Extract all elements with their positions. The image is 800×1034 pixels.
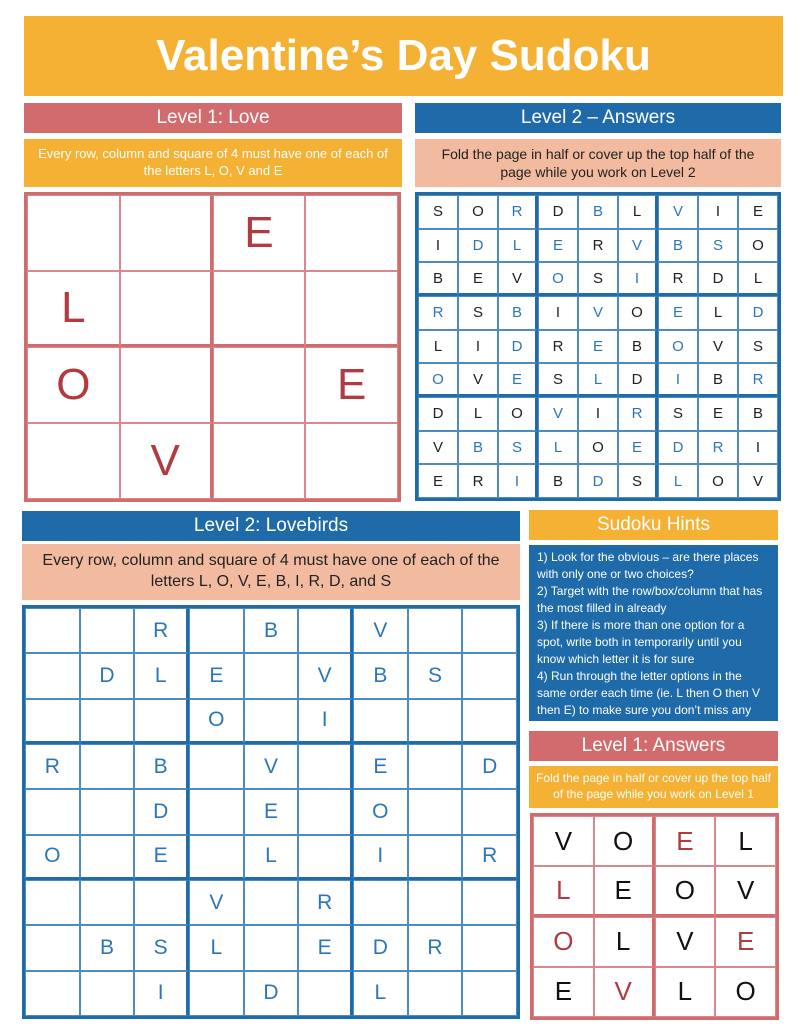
grid-cell: E: [533, 967, 594, 1017]
grid-cell: [25, 789, 80, 834]
grid-cell: E: [498, 363, 538, 397]
grid-cell: L: [533, 866, 594, 916]
grid-cell: [353, 880, 408, 925]
grid-cell: L: [134, 653, 189, 698]
grid-cell: [189, 971, 244, 1016]
grid-cell: [189, 835, 244, 880]
grid-cell: [462, 608, 517, 653]
grid-cell: [408, 971, 463, 1016]
grid-cell: S: [698, 229, 738, 263]
grid-cell: B: [458, 431, 498, 465]
grid-cell: R: [618, 397, 658, 431]
grid-cell: O: [189, 699, 244, 744]
grid-cell: [408, 699, 463, 744]
grid-cell: V: [698, 330, 738, 364]
grid-cell: [25, 880, 80, 925]
grid-cell: E: [134, 835, 189, 880]
grid-cell: S: [408, 653, 463, 698]
grid-cell: D: [80, 653, 135, 698]
level2-answers-header: Level 2 – Answers: [415, 103, 781, 133]
grid-cell: D: [134, 789, 189, 834]
grid-cell: D: [498, 330, 538, 364]
grid-cell: R: [538, 330, 578, 364]
grid-cell: [298, 744, 353, 789]
grid-cell: R: [738, 363, 778, 397]
grid-cell: [80, 699, 135, 744]
grid-cell: B: [498, 296, 538, 330]
grid-cell: [462, 925, 517, 970]
grid-cell: [298, 789, 353, 834]
grid-cell: [25, 653, 80, 698]
grid-cell: B: [244, 608, 299, 653]
grid-cell: L: [698, 296, 738, 330]
grid-cell: L: [498, 229, 538, 263]
grid-cell: O: [498, 397, 538, 431]
hint-item: 2) Target with the row/box/column that has the most filled in already: [537, 584, 763, 616]
grid-cell: [462, 880, 517, 925]
grid-cell: [305, 195, 398, 271]
grid-cell: I: [698, 195, 738, 229]
grid-cell: E: [658, 296, 698, 330]
hints-header: Sudoku Hints: [529, 510, 778, 540]
grid-cell: L: [418, 330, 458, 364]
grid-cell: V: [594, 967, 655, 1017]
grid-cell: R: [458, 464, 498, 498]
level2-header: Level 2: Lovebirds: [22, 511, 520, 541]
grid-cell: [120, 271, 213, 347]
grid-cell: V: [120, 423, 213, 499]
grid-cell: L: [655, 967, 716, 1017]
grid-cell: [189, 789, 244, 834]
grid-cell: I: [298, 699, 353, 744]
grid-cell: V: [298, 653, 353, 698]
hint-item: 4) Run through the letter options in the same order each time (ie. L then O then V then E) to make sure you don’t miss any: [537, 669, 761, 718]
grid-cell: [80, 608, 135, 653]
grid-cell: V: [538, 397, 578, 431]
grid-cell: V: [738, 464, 778, 498]
grid-cell: S: [618, 464, 658, 498]
grid-cell: R: [698, 431, 738, 465]
grid-cell: B: [134, 744, 189, 789]
grid-cell: [213, 347, 306, 423]
grid-cell: B: [80, 925, 135, 970]
grid-cell: I: [578, 397, 618, 431]
grid-cell: R: [25, 744, 80, 789]
grid-cell: I: [618, 262, 658, 296]
grid-cell: B: [418, 262, 458, 296]
grid-cell: B: [738, 397, 778, 431]
grid-cell: [80, 789, 135, 834]
grid-cell: [408, 880, 463, 925]
grid-cell: I: [658, 363, 698, 397]
grid-cell: V: [244, 744, 299, 789]
grid-cell: O: [538, 262, 578, 296]
grid-cell: D: [698, 262, 738, 296]
grid-cell: [298, 971, 353, 1016]
grid-cell: O: [353, 789, 408, 834]
grid-cell: V: [458, 363, 498, 397]
grid-cell: L: [538, 431, 578, 465]
grid-cell: E: [213, 195, 306, 271]
grid-cell: [462, 653, 517, 698]
grid-cell: R: [134, 608, 189, 653]
grid-cell: V: [578, 296, 618, 330]
grid-cell: O: [25, 835, 80, 880]
grid-cell: L: [715, 816, 776, 866]
grid-cell: D: [738, 296, 778, 330]
grid-cell: O: [533, 917, 594, 967]
page-title: Valentine’s Day Sudoku: [24, 16, 783, 96]
grid-cell: D: [578, 464, 618, 498]
grid-cell: I: [738, 431, 778, 465]
grid-cell: O: [698, 464, 738, 498]
grid-cell: [244, 653, 299, 698]
grid-cell: S: [418, 195, 458, 229]
grid-cell: D: [418, 397, 458, 431]
grid-cell: V: [618, 229, 658, 263]
grid-cell: E: [244, 789, 299, 834]
grid-cell: [134, 880, 189, 925]
grid-cell: [244, 925, 299, 970]
level1-answers-grid: [530, 813, 779, 1020]
grid-cell: [305, 271, 398, 347]
grid-cell: [80, 744, 135, 789]
grid-cell: [27, 423, 120, 499]
grid-cell: O: [715, 967, 776, 1017]
grid-cell: E: [738, 195, 778, 229]
grid-cell: E: [353, 744, 408, 789]
level2-instructions: Every row, column and square of 4 must have one of each of the letters L, O, V, E, B, I, R, D, and S: [22, 544, 520, 600]
grid-cell: V: [498, 262, 538, 296]
grid-cell: S: [578, 262, 618, 296]
grid-cell: L: [578, 363, 618, 397]
grid-cell: [408, 744, 463, 789]
level1-instructions: Every row, column and square of 4 must have one of each of the letters L, O, V and E: [24, 139, 402, 187]
hint-item: 1) Look for the obvious – are there places with only one or two choices?: [537, 550, 759, 582]
grid-cell: B: [578, 195, 618, 229]
grid-cell: [25, 925, 80, 970]
grid-cell: [408, 608, 463, 653]
grid-cell: B: [538, 464, 578, 498]
grid-cell: V: [418, 431, 458, 465]
grid-cell: B: [618, 330, 658, 364]
grid-cell: E: [655, 816, 716, 866]
grid-cell: V: [658, 195, 698, 229]
grid-cell: L: [738, 262, 778, 296]
grid-cell: R: [298, 880, 353, 925]
grid-cell: O: [27, 347, 120, 423]
grid-cell: [298, 608, 353, 653]
grid-cell: S: [458, 296, 498, 330]
hint-item: 3) If there is more than one option for a spot, write both in temporarily until you know which letter it is for sure: [537, 618, 745, 667]
grid-cell: [462, 971, 517, 1016]
grid-cell: R: [498, 195, 538, 229]
grid-cell: L: [27, 271, 120, 347]
level1-header: Level 1: Love: [24, 103, 402, 133]
grid-cell: I: [498, 464, 538, 498]
grid-cell: D: [462, 744, 517, 789]
grid-cell: R: [462, 835, 517, 880]
grid-cell: I: [134, 971, 189, 1016]
grid-cell: D: [458, 229, 498, 263]
grid-cell: L: [244, 835, 299, 880]
grid-cell: S: [498, 431, 538, 465]
grid-cell: [462, 789, 517, 834]
grid-cell: [408, 789, 463, 834]
grid-cell: [189, 744, 244, 789]
grid-cell: [120, 347, 213, 423]
level2-grid: [22, 605, 520, 1019]
grid-cell: L: [618, 195, 658, 229]
grid-cell: E: [578, 330, 618, 364]
grid-cell: [244, 699, 299, 744]
grid-cell: E: [618, 431, 658, 465]
grid-cell: V: [655, 917, 716, 967]
level2-answers-instructions: Fold the page in half or cover up the top half of the page while you work on Level 2: [415, 139, 781, 187]
grid-cell: [80, 971, 135, 1016]
grid-cell: [27, 195, 120, 271]
grid-cell: [244, 880, 299, 925]
grid-cell: D: [244, 971, 299, 1016]
grid-cell: O: [658, 330, 698, 364]
grid-cell: E: [715, 917, 776, 967]
grid-cell: R: [418, 296, 458, 330]
grid-cell: [213, 423, 306, 499]
grid-cell: [305, 423, 398, 499]
grid-cell: D: [538, 195, 578, 229]
grid-cell: S: [658, 397, 698, 431]
grid-cell: L: [658, 464, 698, 498]
grid-cell: E: [189, 653, 244, 698]
grid-cell: O: [418, 363, 458, 397]
grid-cell: O: [458, 195, 498, 229]
grid-cell: E: [698, 397, 738, 431]
level1-grid: [24, 192, 401, 502]
level1-answers-instructions: Fold the page in half or cover up the top half of the page while you work on Level 1: [529, 766, 778, 808]
grid-cell: S: [738, 330, 778, 364]
grid-cell: L: [353, 971, 408, 1016]
grid-cell: R: [578, 229, 618, 263]
grid-cell: E: [418, 464, 458, 498]
grid-cell: [80, 835, 135, 880]
grid-cell: [25, 971, 80, 1016]
grid-cell: O: [655, 866, 716, 916]
level2-answers-grid: [415, 192, 781, 501]
grid-cell: D: [353, 925, 408, 970]
grid-cell: [213, 271, 306, 347]
grid-cell: E: [458, 262, 498, 296]
grid-cell: I: [353, 835, 408, 880]
grid-cell: D: [658, 431, 698, 465]
grid-cell: B: [698, 363, 738, 397]
grid-cell: B: [353, 653, 408, 698]
grid-cell: E: [305, 347, 398, 423]
grid-cell: O: [618, 296, 658, 330]
grid-cell: [25, 608, 80, 653]
grid-cell: S: [538, 363, 578, 397]
level1-answers-header: Level 1: Answers: [529, 731, 778, 761]
grid-cell: O: [594, 816, 655, 866]
grid-cell: [134, 699, 189, 744]
grid-cell: [189, 608, 244, 653]
grid-cell: [462, 699, 517, 744]
grid-cell: [408, 835, 463, 880]
grid-cell: L: [189, 925, 244, 970]
grid-cell: V: [715, 866, 776, 916]
grid-cell: [80, 880, 135, 925]
grid-cell: V: [533, 816, 594, 866]
grid-cell: S: [134, 925, 189, 970]
grid-cell: I: [418, 229, 458, 263]
grid-cell: I: [458, 330, 498, 364]
grid-cell: O: [738, 229, 778, 263]
grid-cell: [298, 835, 353, 880]
grid-cell: R: [658, 262, 698, 296]
grid-cell: I: [538, 296, 578, 330]
grid-cell: E: [538, 229, 578, 263]
grid-cell: V: [353, 608, 408, 653]
grid-cell: E: [594, 866, 655, 916]
grid-cell: [353, 699, 408, 744]
grid-cell: B: [658, 229, 698, 263]
hints-panel: [529, 545, 778, 721]
grid-cell: L: [458, 397, 498, 431]
grid-cell: [25, 699, 80, 744]
grid-cell: E: [298, 925, 353, 970]
grid-cell: O: [578, 431, 618, 465]
grid-cell: V: [189, 880, 244, 925]
grid-cell: L: [594, 917, 655, 967]
grid-cell: [120, 195, 213, 271]
grid-cell: D: [618, 363, 658, 397]
grid-cell: R: [408, 925, 463, 970]
